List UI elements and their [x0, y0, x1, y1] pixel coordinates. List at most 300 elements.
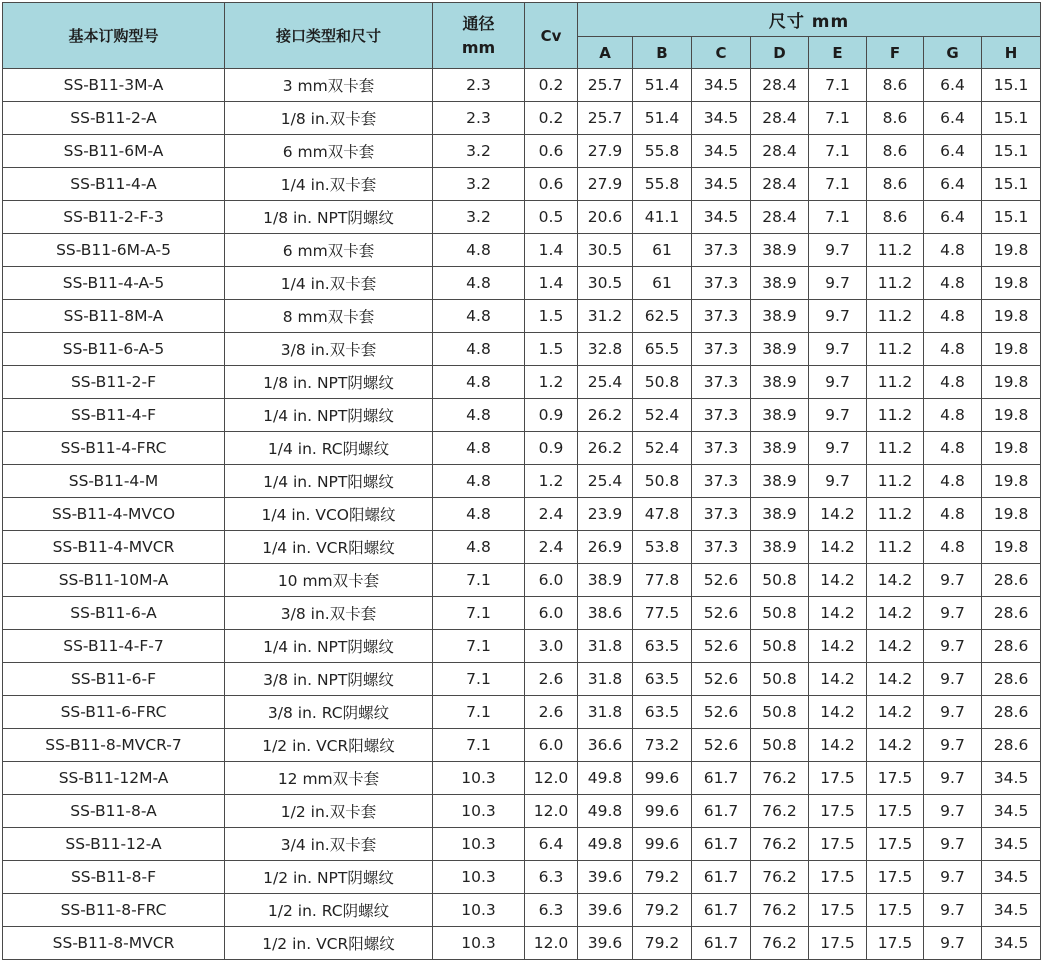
cell-port: 3/8 in. RC阴螺纹 — [225, 696, 433, 729]
cell-cv: 6.3 — [525, 861, 578, 894]
cell-port: 1/4 in. RC阴螺纹 — [225, 432, 433, 465]
cell-dim-e: 14.2 — [809, 663, 867, 696]
cell-dim-c: 52.6 — [692, 630, 751, 663]
cell-dim-d: 76.2 — [751, 927, 809, 960]
cell-dim-g: 9.7 — [924, 663, 982, 696]
header-dimensions: 尺寸 mm — [578, 3, 1041, 37]
cell-dim-f: 11.2 — [867, 432, 924, 465]
table-row — [3, 861, 1041, 894]
cell-dim-g: 9.7 — [924, 762, 982, 795]
cell-dim-a: 27.9 — [578, 168, 633, 201]
cell-port: 1/8 in.双卡套 — [225, 102, 433, 135]
cell-cv: 12.0 — [525, 795, 578, 828]
cell-model: SS-B11-4-F — [3, 399, 225, 432]
cell-dim-h: 34.5 — [982, 927, 1041, 960]
cell-dim-b: 77.5 — [633, 597, 692, 630]
cell-dim-e: 14.2 — [809, 498, 867, 531]
cell-dim-b: 47.8 — [633, 498, 692, 531]
table-row — [3, 597, 1041, 630]
cell-dim-g: 6.4 — [924, 168, 982, 201]
cell-bore: 10.3 — [433, 762, 525, 795]
cell-dim-b: 65.5 — [633, 333, 692, 366]
cell-dim-f: 8.6 — [867, 168, 924, 201]
cell-model: SS-B11-8-FRC — [3, 894, 225, 927]
table-row — [3, 531, 1041, 564]
cell-dim-b: 51.4 — [633, 69, 692, 102]
cell-dim-d: 38.9 — [751, 333, 809, 366]
cell-bore: 4.8 — [433, 267, 525, 300]
cell-dim-b: 53.8 — [633, 531, 692, 564]
cell-dim-f: 17.5 — [867, 795, 924, 828]
header-dim-e: E — [809, 37, 867, 69]
cell-model: SS-B11-8-MVCR-7 — [3, 729, 225, 762]
header-model: 基本订购型号 — [3, 3, 225, 69]
cell-port: 1/2 in. VCR阳螺纹 — [225, 729, 433, 762]
cell-port: 1/4 in. NPT阳螺纹 — [225, 465, 433, 498]
cell-dim-f: 11.2 — [867, 399, 924, 432]
cell-dim-f: 11.2 — [867, 267, 924, 300]
cell-dim-b: 79.2 — [633, 894, 692, 927]
cell-model: SS-B11-8-A — [3, 795, 225, 828]
table-row — [3, 564, 1041, 597]
cell-dim-h: 28.6 — [982, 663, 1041, 696]
cell-dim-g: 9.7 — [924, 795, 982, 828]
cell-dim-g: 4.8 — [924, 234, 982, 267]
cell-dim-c: 61.7 — [692, 894, 751, 927]
cell-dim-b: 63.5 — [633, 696, 692, 729]
cell-dim-e: 17.5 — [809, 828, 867, 861]
cell-dim-f: 17.5 — [867, 828, 924, 861]
cell-dim-f: 8.6 — [867, 135, 924, 168]
cell-dim-d: 76.2 — [751, 762, 809, 795]
cell-dim-d: 38.9 — [751, 531, 809, 564]
cell-cv: 2.6 — [525, 663, 578, 696]
cell-dim-e: 9.7 — [809, 234, 867, 267]
cell-dim-h: 28.6 — [982, 696, 1041, 729]
cell-dim-f: 11.2 — [867, 531, 924, 564]
cell-model: SS-B11-2-F — [3, 366, 225, 399]
cell-bore: 7.1 — [433, 564, 525, 597]
cell-cv: 2.6 — [525, 696, 578, 729]
cell-dim-e: 17.5 — [809, 894, 867, 927]
cell-bore: 4.8 — [433, 300, 525, 333]
cell-dim-h: 19.8 — [982, 366, 1041, 399]
cell-cv: 1.4 — [525, 267, 578, 300]
header-row-top — [3, 3, 1041, 37]
cell-dim-a: 49.8 — [578, 828, 633, 861]
cell-bore: 10.3 — [433, 927, 525, 960]
cell-dim-g: 9.7 — [924, 894, 982, 927]
cell-dim-g: 4.8 — [924, 531, 982, 564]
cell-model: SS-B11-8-MVCR — [3, 927, 225, 960]
cell-cv: 6.0 — [525, 564, 578, 597]
cell-dim-a: 26.2 — [578, 432, 633, 465]
cell-model: SS-B11-4-A-5 — [3, 267, 225, 300]
cell-dim-e: 17.5 — [809, 927, 867, 960]
cell-dim-d: 38.9 — [751, 432, 809, 465]
cell-dim-c: 37.3 — [692, 399, 751, 432]
cell-dim-f: 8.6 — [867, 201, 924, 234]
table-row — [3, 102, 1041, 135]
cell-dim-a: 36.6 — [578, 729, 633, 762]
cell-dim-b: 52.4 — [633, 432, 692, 465]
table-row — [3, 630, 1041, 663]
cell-dim-a: 26.2 — [578, 399, 633, 432]
cell-dim-a: 39.6 — [578, 894, 633, 927]
cell-bore: 10.3 — [433, 795, 525, 828]
cell-dim-h: 19.8 — [982, 333, 1041, 366]
cell-port: 3/8 in.双卡套 — [225, 597, 433, 630]
cell-dim-g: 6.4 — [924, 135, 982, 168]
table-row — [3, 366, 1041, 399]
cell-dim-d: 38.9 — [751, 234, 809, 267]
cell-dim-h: 19.8 — [982, 465, 1041, 498]
cell-dim-e: 7.1 — [809, 102, 867, 135]
cell-bore: 4.8 — [433, 333, 525, 366]
cell-port: 1/4 in.双卡套 — [225, 267, 433, 300]
cell-dim-e: 9.7 — [809, 267, 867, 300]
cell-dim-e: 9.7 — [809, 366, 867, 399]
cell-dim-a: 25.7 — [578, 102, 633, 135]
cell-dim-g: 9.7 — [924, 630, 982, 663]
cell-model: SS-B11-2-F-3 — [3, 201, 225, 234]
cell-model: SS-B11-3M-A — [3, 69, 225, 102]
cell-dim-b: 55.8 — [633, 168, 692, 201]
cell-dim-b: 50.8 — [633, 465, 692, 498]
cell-bore: 7.1 — [433, 729, 525, 762]
table-row — [3, 465, 1041, 498]
cell-dim-c: 34.5 — [692, 168, 751, 201]
cell-cv: 3.0 — [525, 630, 578, 663]
cell-dim-h: 15.1 — [982, 201, 1041, 234]
table-row — [3, 828, 1041, 861]
cell-dim-g: 4.8 — [924, 267, 982, 300]
header-dim-f: F — [867, 37, 924, 69]
cell-dim-f: 17.5 — [867, 927, 924, 960]
table-header — [3, 3, 1041, 69]
cell-bore: 4.8 — [433, 531, 525, 564]
cell-model: SS-B11-6M-A — [3, 135, 225, 168]
cell-dim-c: 37.3 — [692, 234, 751, 267]
cell-dim-a: 31.8 — [578, 630, 633, 663]
cell-bore: 3.2 — [433, 168, 525, 201]
header-bore-label: 通径 — [462, 13, 495, 33]
cell-bore: 4.8 — [433, 432, 525, 465]
cell-dim-d: 28.4 — [751, 69, 809, 102]
cell-model: SS-B11-12M-A — [3, 762, 225, 795]
cell-dim-b: 99.6 — [633, 795, 692, 828]
cell-model: SS-B11-10M-A — [3, 564, 225, 597]
cell-bore: 4.8 — [433, 498, 525, 531]
cell-dim-g: 9.7 — [924, 729, 982, 762]
cell-cv: 1.2 — [525, 366, 578, 399]
cell-dim-g: 6.4 — [924, 69, 982, 102]
cell-bore: 3.2 — [433, 135, 525, 168]
table-row — [3, 69, 1041, 102]
cell-dim-b: 51.4 — [633, 102, 692, 135]
cell-port: 3 mm双卡套 — [225, 69, 433, 102]
cell-dim-e: 7.1 — [809, 135, 867, 168]
cell-dim-c: 52.6 — [692, 597, 751, 630]
cell-dim-b: 61 — [633, 234, 692, 267]
cell-port: 1/2 in. NPT阴螺纹 — [225, 861, 433, 894]
cell-cv: 12.0 — [525, 927, 578, 960]
cell-dim-h: 19.8 — [982, 234, 1041, 267]
cell-bore: 4.8 — [433, 465, 525, 498]
cell-dim-g: 4.8 — [924, 465, 982, 498]
cell-model: SS-B11-4-M — [3, 465, 225, 498]
cell-dim-f: 11.2 — [867, 234, 924, 267]
cell-dim-b: 41.1 — [633, 201, 692, 234]
cell-bore: 7.1 — [433, 630, 525, 663]
cell-dim-d: 38.9 — [751, 267, 809, 300]
cell-dim-g: 6.4 — [924, 201, 982, 234]
header-cv: Cv — [525, 3, 578, 69]
cell-dim-h: 19.8 — [982, 498, 1041, 531]
cell-dim-h: 19.8 — [982, 432, 1041, 465]
cell-dim-a: 26.9 — [578, 531, 633, 564]
cell-model: SS-B11-8M-A — [3, 300, 225, 333]
cell-dim-a: 27.9 — [578, 135, 633, 168]
table-row — [3, 927, 1041, 960]
cell-dim-b: 73.2 — [633, 729, 692, 762]
cell-dim-a: 39.6 — [578, 861, 633, 894]
header-bore — [433, 3, 525, 69]
cell-dim-d: 28.4 — [751, 135, 809, 168]
cell-dim-d: 50.8 — [751, 630, 809, 663]
cell-dim-g: 4.8 — [924, 498, 982, 531]
cell-dim-c: 52.6 — [692, 663, 751, 696]
cell-dim-a: 38.9 — [578, 564, 633, 597]
cell-dim-d: 28.4 — [751, 201, 809, 234]
cell-bore: 7.1 — [433, 663, 525, 696]
cell-dim-c: 37.3 — [692, 300, 751, 333]
cell-model: SS-B11-4-F-7 — [3, 630, 225, 663]
cell-dim-g: 9.7 — [924, 696, 982, 729]
cell-model: SS-B11-4-FRC — [3, 432, 225, 465]
cell-dim-e: 14.2 — [809, 696, 867, 729]
cell-dim-d: 28.4 — [751, 102, 809, 135]
cell-port: 8 mm双卡套 — [225, 300, 433, 333]
cell-dim-h: 19.8 — [982, 267, 1041, 300]
cell-dim-a: 38.6 — [578, 597, 633, 630]
cell-dim-h: 34.5 — [982, 762, 1041, 795]
cell-dim-e: 17.5 — [809, 861, 867, 894]
header-bore-unit: mm — [461, 37, 496, 57]
cell-bore: 7.1 — [433, 597, 525, 630]
cell-dim-b: 63.5 — [633, 663, 692, 696]
cell-dim-f: 11.2 — [867, 300, 924, 333]
cell-dim-a: 25.7 — [578, 69, 633, 102]
table-row — [3, 432, 1041, 465]
cell-dim-h: 19.8 — [982, 531, 1041, 564]
header-port: 接口类型和尺寸 — [225, 3, 433, 69]
spec-table — [2, 2, 1041, 960]
cell-port: 1/2 in. RC阴螺纹 — [225, 894, 433, 927]
cell-dim-g: 4.8 — [924, 333, 982, 366]
cell-dim-c: 34.5 — [692, 102, 751, 135]
cell-port: 6 mm双卡套 — [225, 234, 433, 267]
table-row — [3, 762, 1041, 795]
cell-port: 10 mm双卡套 — [225, 564, 433, 597]
cell-dim-a: 49.8 — [578, 762, 633, 795]
cell-dim-a: 23.9 — [578, 498, 633, 531]
table-row — [3, 696, 1041, 729]
cell-cv: 1.4 — [525, 234, 578, 267]
cell-dim-b: 63.5 — [633, 630, 692, 663]
cell-dim-h: 15.1 — [982, 102, 1041, 135]
cell-model: SS-B11-6-FRC — [3, 696, 225, 729]
cell-dim-c: 34.5 — [692, 135, 751, 168]
cell-dim-h: 15.1 — [982, 135, 1041, 168]
cell-model: SS-B11-2-A — [3, 102, 225, 135]
cell-cv: 6.0 — [525, 597, 578, 630]
cell-dim-f: 17.5 — [867, 861, 924, 894]
cell-dim-a: 31.8 — [578, 696, 633, 729]
cell-dim-f: 14.2 — [867, 597, 924, 630]
cell-dim-f: 17.5 — [867, 894, 924, 927]
cell-model: SS-B11-4-A — [3, 168, 225, 201]
cell-dim-h: 34.5 — [982, 894, 1041, 927]
cell-cv: 0.9 — [525, 432, 578, 465]
cell-cv: 0.9 — [525, 399, 578, 432]
cell-dim-b: 99.6 — [633, 762, 692, 795]
cell-port: 6 mm双卡套 — [225, 135, 433, 168]
cell-dim-f: 14.2 — [867, 663, 924, 696]
cell-dim-f: 11.2 — [867, 333, 924, 366]
cell-cv: 12.0 — [525, 762, 578, 795]
cell-dim-a: 30.5 — [578, 234, 633, 267]
cell-dim-c: 37.3 — [692, 531, 751, 564]
cell-dim-d: 50.8 — [751, 564, 809, 597]
cell-dim-g: 9.7 — [924, 564, 982, 597]
cell-dim-d: 76.2 — [751, 894, 809, 927]
cell-cv: 6.4 — [525, 828, 578, 861]
cell-dim-b: 61 — [633, 267, 692, 300]
cell-dim-f: 8.6 — [867, 102, 924, 135]
cell-dim-a: 32.8 — [578, 333, 633, 366]
cell-port: 1/4 in. VCO阳螺纹 — [225, 498, 433, 531]
cell-dim-e: 7.1 — [809, 168, 867, 201]
cell-dim-f: 17.5 — [867, 762, 924, 795]
cell-dim-e: 9.7 — [809, 300, 867, 333]
table-row — [3, 498, 1041, 531]
cell-dim-c: 37.3 — [692, 465, 751, 498]
cell-dim-g: 4.8 — [924, 432, 982, 465]
cell-port: 1/4 in. NPT阴螺纹 — [225, 630, 433, 663]
cell-dim-f: 14.2 — [867, 564, 924, 597]
cell-port: 1/4 in.双卡套 — [225, 168, 433, 201]
cell-cv: 1.5 — [525, 333, 578, 366]
cell-dim-d: 50.8 — [751, 696, 809, 729]
cell-dim-e: 14.2 — [809, 597, 867, 630]
cell-port: 3/8 in. NPT阴螺纹 — [225, 663, 433, 696]
cell-dim-a: 49.8 — [578, 795, 633, 828]
cell-dim-g: 9.7 — [924, 861, 982, 894]
cell-dim-d: 38.9 — [751, 465, 809, 498]
cell-dim-a: 39.6 — [578, 927, 633, 960]
cell-dim-d: 28.4 — [751, 168, 809, 201]
cell-dim-e: 7.1 — [809, 201, 867, 234]
table-row — [3, 267, 1041, 300]
cell-dim-h: 34.5 — [982, 795, 1041, 828]
cell-dim-e: 17.5 — [809, 762, 867, 795]
cell-dim-b: 79.2 — [633, 861, 692, 894]
cell-dim-g: 9.7 — [924, 597, 982, 630]
cell-dim-c: 37.3 — [692, 498, 751, 531]
cell-dim-c: 37.3 — [692, 267, 751, 300]
cell-dim-g: 4.8 — [924, 300, 982, 333]
cell-dim-d: 38.9 — [751, 498, 809, 531]
cell-cv: 2.4 — [525, 531, 578, 564]
cell-dim-f: 11.2 — [867, 366, 924, 399]
table-row — [3, 795, 1041, 828]
cell-dim-d: 50.8 — [751, 663, 809, 696]
table-row — [3, 333, 1041, 366]
cell-dim-a: 20.6 — [578, 201, 633, 234]
cell-bore: 10.3 — [433, 894, 525, 927]
cell-dim-e: 14.2 — [809, 630, 867, 663]
cell-dim-b: 50.8 — [633, 366, 692, 399]
cell-model: SS-B11-12-A — [3, 828, 225, 861]
cell-dim-e: 14.2 — [809, 729, 867, 762]
cell-dim-b: 52.4 — [633, 399, 692, 432]
cell-cv: 6.0 — [525, 729, 578, 762]
cell-dim-a: 30.5 — [578, 267, 633, 300]
cell-dim-g: 9.7 — [924, 828, 982, 861]
cell-dim-c: 34.5 — [692, 201, 751, 234]
cell-cv: 0.2 — [525, 102, 578, 135]
cell-cv: 0.6 — [525, 135, 578, 168]
table-row — [3, 894, 1041, 927]
cell-dim-e: 9.7 — [809, 399, 867, 432]
cell-dim-c: 61.7 — [692, 828, 751, 861]
cell-model: SS-B11-6-A-5 — [3, 333, 225, 366]
table-row — [3, 300, 1041, 333]
header-dim-d: D — [751, 37, 809, 69]
cell-dim-c: 61.7 — [692, 762, 751, 795]
cell-dim-f: 8.6 — [867, 69, 924, 102]
cell-dim-e: 9.7 — [809, 465, 867, 498]
cell-dim-h: 28.6 — [982, 597, 1041, 630]
cell-dim-h: 15.1 — [982, 168, 1041, 201]
cell-bore: 2.3 — [433, 69, 525, 102]
cell-dim-h: 28.6 — [982, 729, 1041, 762]
cell-dim-e: 7.1 — [809, 69, 867, 102]
cell-model: SS-B11-6-A — [3, 597, 225, 630]
cell-dim-d: 38.9 — [751, 300, 809, 333]
cell-port: 1/8 in. NPT阴螺纹 — [225, 201, 433, 234]
cell-dim-c: 61.7 — [692, 927, 751, 960]
cell-cv: 2.4 — [525, 498, 578, 531]
cell-dim-c: 61.7 — [692, 795, 751, 828]
cell-dim-c: 37.3 — [692, 333, 751, 366]
cell-dim-h: 28.6 — [982, 630, 1041, 663]
cell-dim-d: 38.9 — [751, 399, 809, 432]
table-row — [3, 399, 1041, 432]
cell-dim-b: 79.2 — [633, 927, 692, 960]
cell-dim-g: 4.8 — [924, 399, 982, 432]
cell-dim-c: 52.6 — [692, 696, 751, 729]
cell-dim-e: 17.5 — [809, 795, 867, 828]
cell-port: 1/4 in. VCR阳螺纹 — [225, 531, 433, 564]
cell-dim-a: 31.2 — [578, 300, 633, 333]
cell-bore: 10.3 — [433, 861, 525, 894]
cell-dim-d: 76.2 — [751, 861, 809, 894]
header-dim-g: G — [924, 37, 982, 69]
cell-port: 1/8 in. NPT阴螺纹 — [225, 366, 433, 399]
cell-dim-d: 50.8 — [751, 729, 809, 762]
